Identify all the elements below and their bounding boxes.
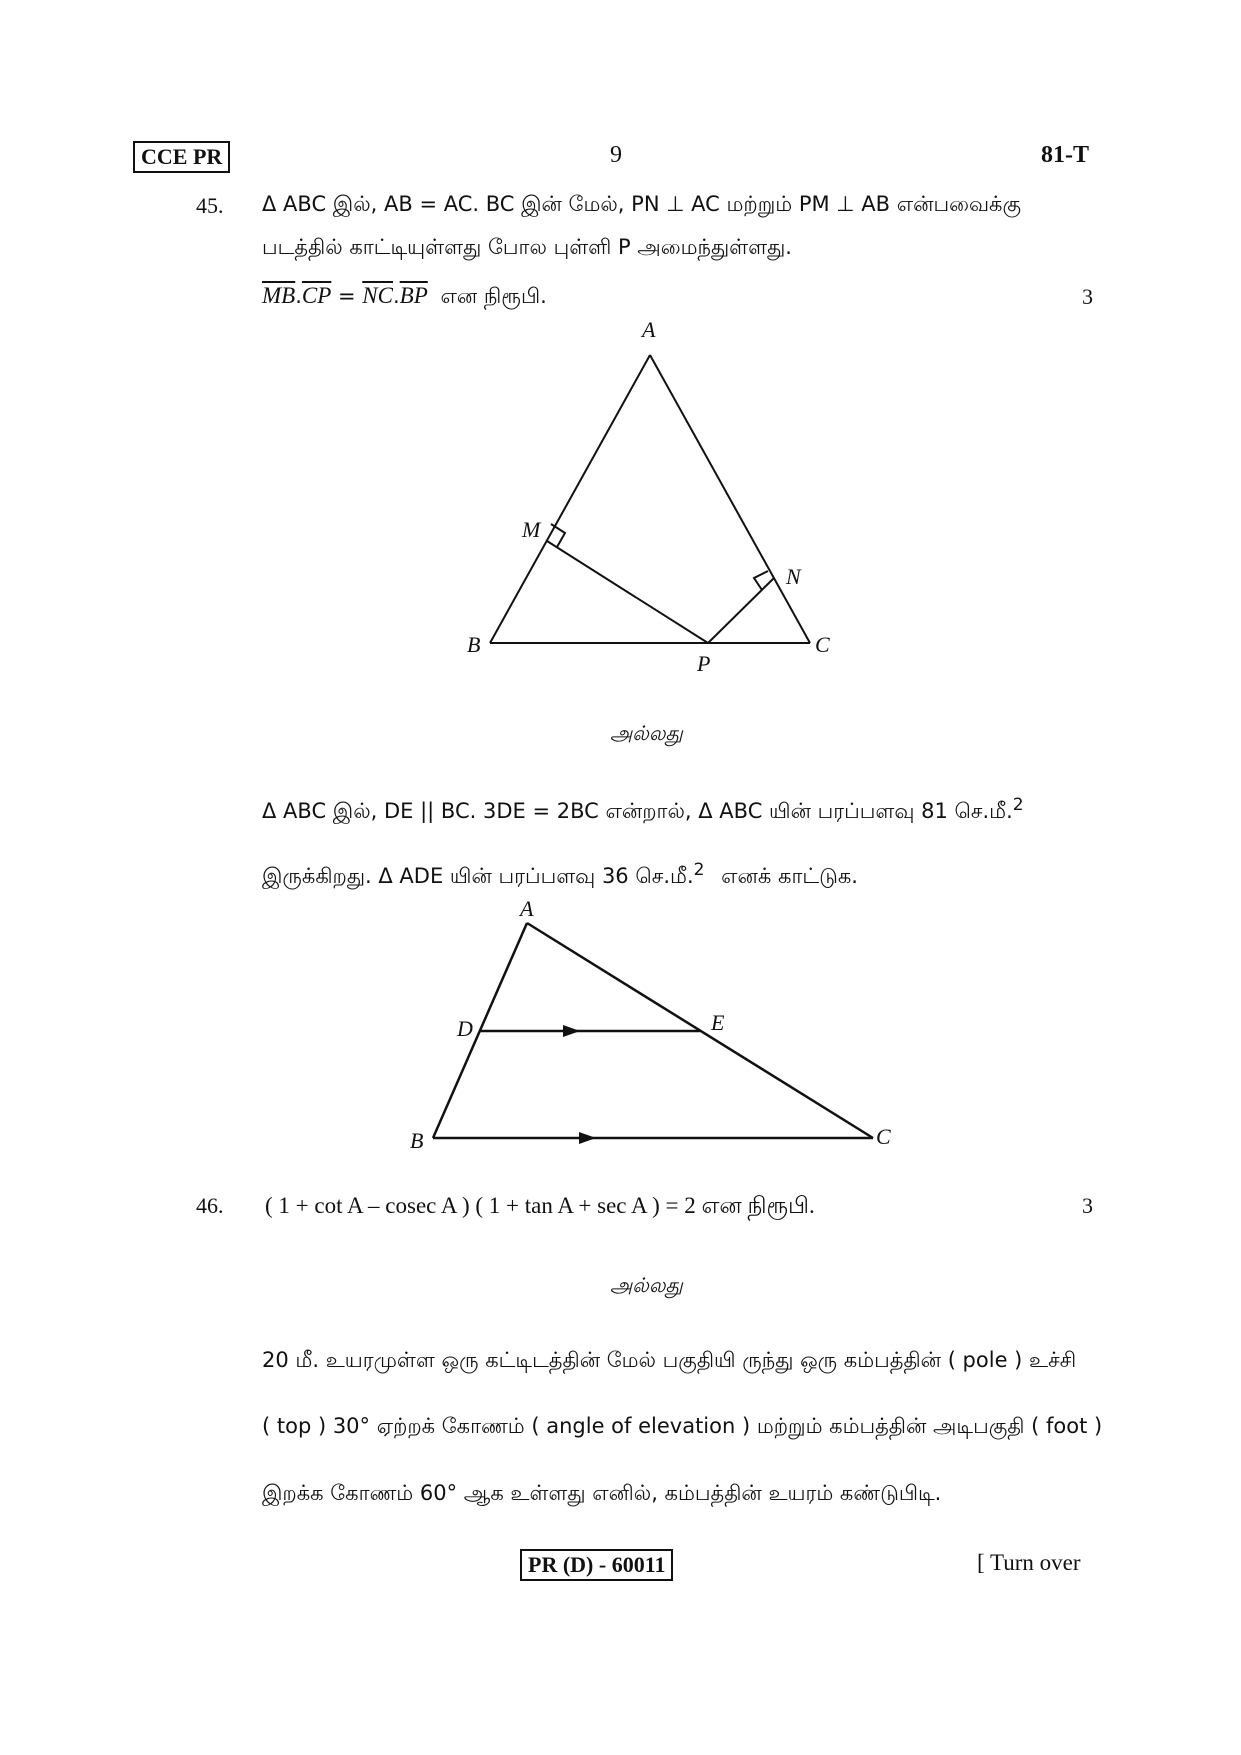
label-a-2: A	[520, 896, 534, 921]
alt-line2-end: எனக் காட்டுக.	[721, 864, 858, 888]
question-45-alt-line2	[262, 860, 858, 889]
segment-pm	[547, 541, 708, 643]
or-label-46: அல்லது	[610, 1273, 683, 1297]
label-a: A	[642, 317, 656, 342]
question-46-alt-line1: 20 மீ. உயரமுள்ள ஒரு கட்டிடத்தின் மேல் பகுதியி ருந்து ஒரு கம்பத்தின் ( pole ) உச்சி	[262, 1348, 1077, 1372]
segment-cp: $\overline{CP}$	[301, 283, 332, 308]
label-n: N	[786, 564, 801, 589]
header-code-box: CCE PR	[133, 141, 230, 173]
label-e: E	[711, 1010, 725, 1035]
question-46-line: ( 1 + cot A – cosec A ) ( 1 + tan A + sec A ) = 2 என நிரூபி.	[265, 1193, 815, 1218]
superscript-2a: 2	[1012, 795, 1024, 815]
segment-bp: $\overline{BP}$	[399, 283, 428, 308]
question-46-alt-line3: இறக்க கோணம் 60° ஆக உள்ளது எனில், கம்பத்தின் உயரம் கண்டுபிடி.	[262, 1481, 942, 1505]
question-45-prove	[262, 282, 547, 310]
prove-suffix: என நிரூபி.	[440, 284, 547, 308]
question-45-alt-line1	[262, 795, 1024, 824]
label-c: C	[815, 632, 830, 657]
segment-nc: $\overline{NC}$	[362, 283, 393, 308]
arrow-bc	[579, 1132, 596, 1144]
arrow-de	[563, 1025, 580, 1037]
question-45-line1: Δ ABC இல், AB = AC. BC இன் மேல், PN ⊥ AC மற்றும் PM ⊥ AB என்பவைக்கு	[262, 192, 1022, 216]
question-46-alt-line2: ( top ) 30° ஏற்றக் கோணம் ( angle of elevation ) மற்றும் கம்பத்தின் அடிபகுதி ( foot )	[262, 1414, 1103, 1438]
alt-line2-text: இருக்கிறது. Δ ADE யின் பரப்பளவு 36 செ.மீ.	[262, 864, 694, 888]
side-ab	[490, 355, 650, 643]
label-b-2: B	[410, 1128, 424, 1153]
question-45-number: 45.	[196, 193, 224, 218]
triangle-figure-2	[400, 895, 920, 1165]
triangle-figure-1	[440, 310, 860, 680]
side-ac	[650, 355, 810, 643]
label-p: P	[697, 651, 711, 676]
paper-code: 81-T	[1041, 142, 1089, 168]
label-c-2: C	[876, 1124, 891, 1149]
alt-line1-text: Δ ABC இல், DE || BC. 3DE = 2BC என்றால், Δ ABC யின் பரப்பளவு 81 செ.மீ.	[262, 799, 1013, 823]
label-m: M	[522, 517, 541, 542]
page-number: 9	[610, 142, 622, 168]
question-45-marks: 3	[1082, 284, 1093, 309]
question-46-marks: 3	[1082, 1193, 1093, 1218]
label-b: B	[467, 632, 481, 657]
question-46-number: 46.	[196, 1193, 224, 1218]
turn-over: [ Turn over	[977, 1550, 1081, 1575]
superscript-2b: 2	[693, 860, 705, 880]
question-45-line2: படத்தில் காட்டியுள்ளது போல புள்ளி P அமைந்துள்ளது.	[262, 235, 792, 259]
segment-mb: $\overline{MB}$	[262, 283, 296, 308]
footer-code-box: PR (D) - 60011	[520, 1549, 673, 1581]
segment-pn	[708, 578, 774, 643]
dot-1: .	[295, 284, 302, 308]
equals-sign: =	[337, 284, 356, 308]
label-d: D	[457, 1016, 473, 1041]
or-label-45: அல்லது	[610, 721, 683, 745]
dot-2: .	[392, 284, 400, 308]
